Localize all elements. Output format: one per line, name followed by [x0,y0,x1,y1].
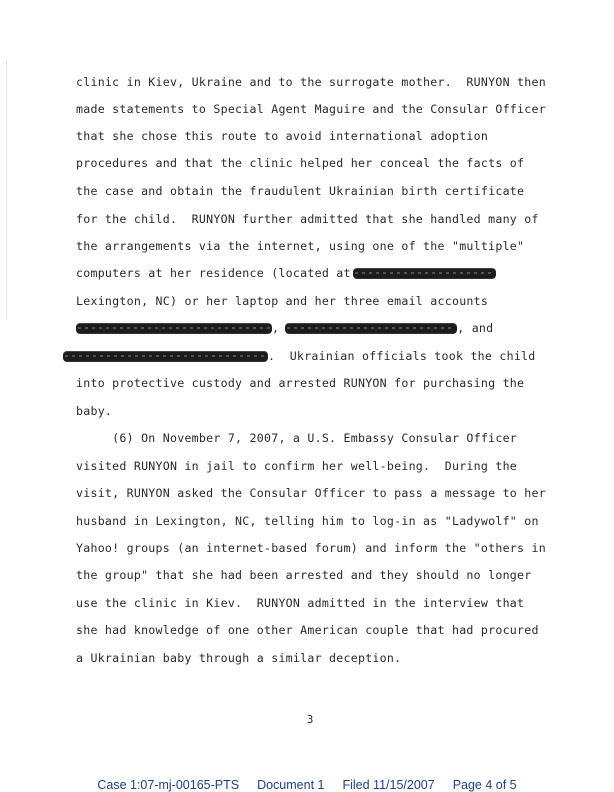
text-line: visit, RUNYON asked the Consular Officer to pass a message to her [76,486,546,500]
text-segment: , and [457,321,494,335]
redaction-email-3 [63,352,268,361]
text-line: baby. [76,404,113,418]
text-line: the group" that she had been arrested and they should no longer [76,568,532,582]
text-line: for the child. RUNYON further admitted that she handled many of [76,212,539,226]
text-line-with-redaction [76,266,496,280]
text-line-with-redaction [76,321,493,335]
redaction-email-2 [285,324,457,333]
text-line: husband in Lexington, NC, telling him to log-in as "Ladywolf" on [76,514,539,528]
text-segment: computers at her residence (located at [76,266,351,280]
text-line: procedures and that the clinic helped her conceal the facts of [76,156,525,170]
text-line: use the clinic in Kiev. RUNYON admitted in the interview that [76,596,525,610]
text-line: that she chose this route to avoid international adoption [76,129,489,143]
text-line: she had knowledge of one other American couple that had procured [76,623,539,637]
text-line-with-redaction [63,349,536,363]
scan-margin-artifact [6,60,7,320]
text-line: the arrangements via the internet, using one of the "multiple" [76,239,525,253]
text-line: a Ukrainian baby through a similar deception. [76,651,402,665]
redaction-email-1 [76,324,272,333]
text-line: the case and obtain the fraudulent Ukrainian birth certificate [76,184,525,198]
text-line: visited RUNYON in jail to confirm her well-being. During the [76,459,518,473]
text-line: Yahoo! groups (an internet-based forum) and inform the "others in [76,541,546,555]
footer-filed-date: Filed 11/15/2007 [342,778,435,792]
footer-page: Page 4 of 5 [452,778,517,792]
text-line: Lexington, NC) or her laptop and her three email accounts [76,294,489,308]
court-filing-footer [0,778,614,792]
text-segment: . Ukrainian officials took the child [268,349,536,363]
footer-case-number: Case 1:07-mj-00165-PTS [97,778,240,792]
text-line: made statements to Special Agent Maguire and the Consular Officer [76,102,546,116]
text-line: into protective custody and arrested RUNYON for purchasing the [76,376,525,390]
page-number: 3 [306,713,314,726]
text-line: (6) On November 7, 2007, a U.S. Embassy Consular Officer [76,431,518,445]
text-line: clinic in Kiev, Ukraine and to the surrogate mother. RUNYON then [76,75,546,89]
redaction-address [353,269,496,278]
text-segment: , [272,321,280,335]
footer-document: Document 1 [257,778,325,792]
